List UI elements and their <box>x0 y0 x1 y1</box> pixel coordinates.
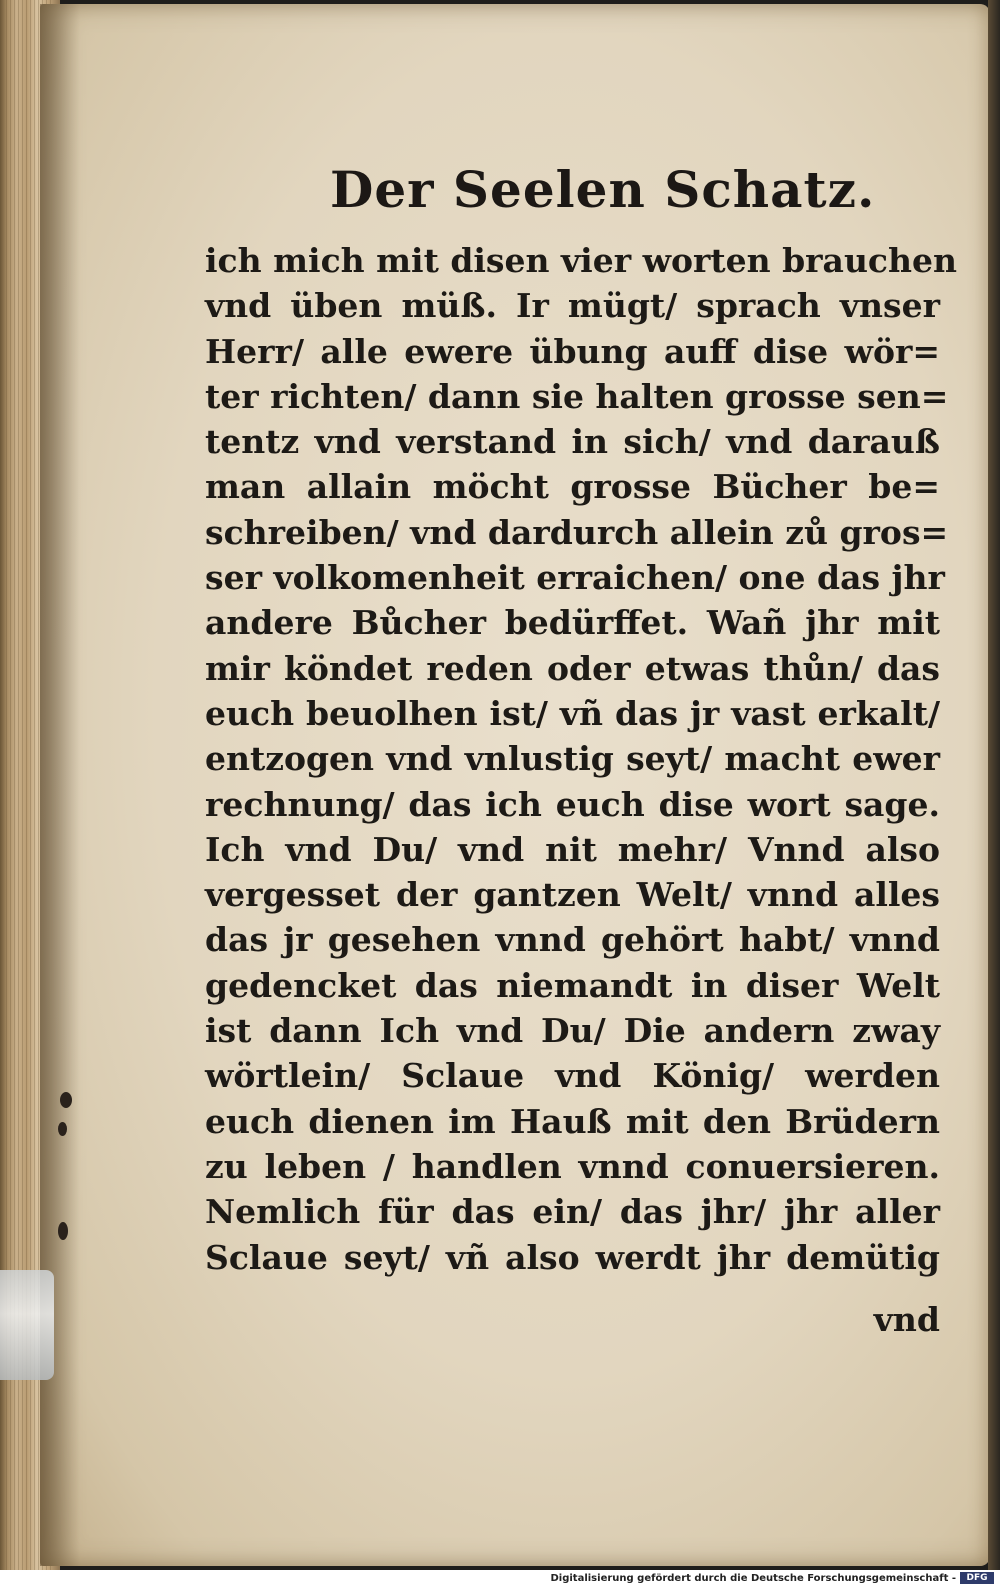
text-line: man allain möcht grosse Bücher be= <box>205 467 940 507</box>
text-line: Sclaue seyt/ vñ also werdt jhr demütig <box>205 1237 940 1277</box>
body-text <box>205 238 958 1280</box>
text-line: rechnung/ das ich euch dise wort sage. <box>205 784 940 824</box>
page-right-rim <box>988 0 1000 1570</box>
margin-ink-mark <box>58 1122 67 1136</box>
text-line: ter richten/ dann sie halten grosse sen= <box>205 376 949 416</box>
text-line: vnd üben müß. Ir mügt/ sprach vnser <box>205 286 940 326</box>
text-line: euch dienen im Hauß mit den Brüdern <box>205 1101 940 1141</box>
text-line: tentz vnd verstand in sich/ vnd darauß <box>205 422 940 462</box>
book-clip <box>0 1270 54 1380</box>
text-line: vergesset der gantzen Welt/ vnnd alles <box>205 875 940 915</box>
text-line: das jr gesehen vnnd gehört habt/ vnnd <box>205 920 940 960</box>
text-line: mir köndet reden oder etwas thůn/ das <box>205 648 940 688</box>
text-line: Ich vnd Du/ vnd nit mehr/ Vnnd also <box>205 829 940 869</box>
text-line: wörtlein/ Sclaue vnd König/ werden <box>205 1056 940 1096</box>
text-line: zu leben / handlen vnnd conuersieren. <box>205 1146 940 1186</box>
margin-ink-mark <box>60 1092 72 1108</box>
text-line: ich mich mit disen vier worten brauchen <box>205 241 958 280</box>
footer-bar <box>0 1570 1000 1585</box>
text-line: ser volkomenheit erraichen/ one das jhr <box>205 558 945 598</box>
digitization-credit: Digitalisierung gefördert durch die Deutsche Forschungsgemeinschaft - <box>550 1573 956 1584</box>
text-line: ist dann Ich vnd Du/ Die andern zway <box>205 1011 940 1051</box>
dfg-logo: DFG <box>960 1572 994 1584</box>
text-line: entzogen vnd vnlustig seyt/ macht ewer <box>205 739 940 779</box>
running-header: Der Seelen Schatz. <box>330 160 876 219</box>
catchword: vnd <box>873 1300 940 1339</box>
text-line: andere Bůcher bedürffet. Wañ jhr mit <box>205 603 940 643</box>
text-line: schreiben/ vnd dardurch allein zů gros= <box>205 512 949 552</box>
text-line: euch beuolhen ist/ vñ das jr vast erkalt/ <box>205 693 940 733</box>
text-line: Herr/ alle ewere übung auff dise wör= <box>205 331 940 371</box>
margin-ink-mark <box>58 1222 68 1240</box>
text-line: Nemlich für das ein/ das jhr/ jhr aller <box>205 1192 940 1232</box>
text-line: gedencket das niemandt in diser Welt <box>205 965 940 1005</box>
